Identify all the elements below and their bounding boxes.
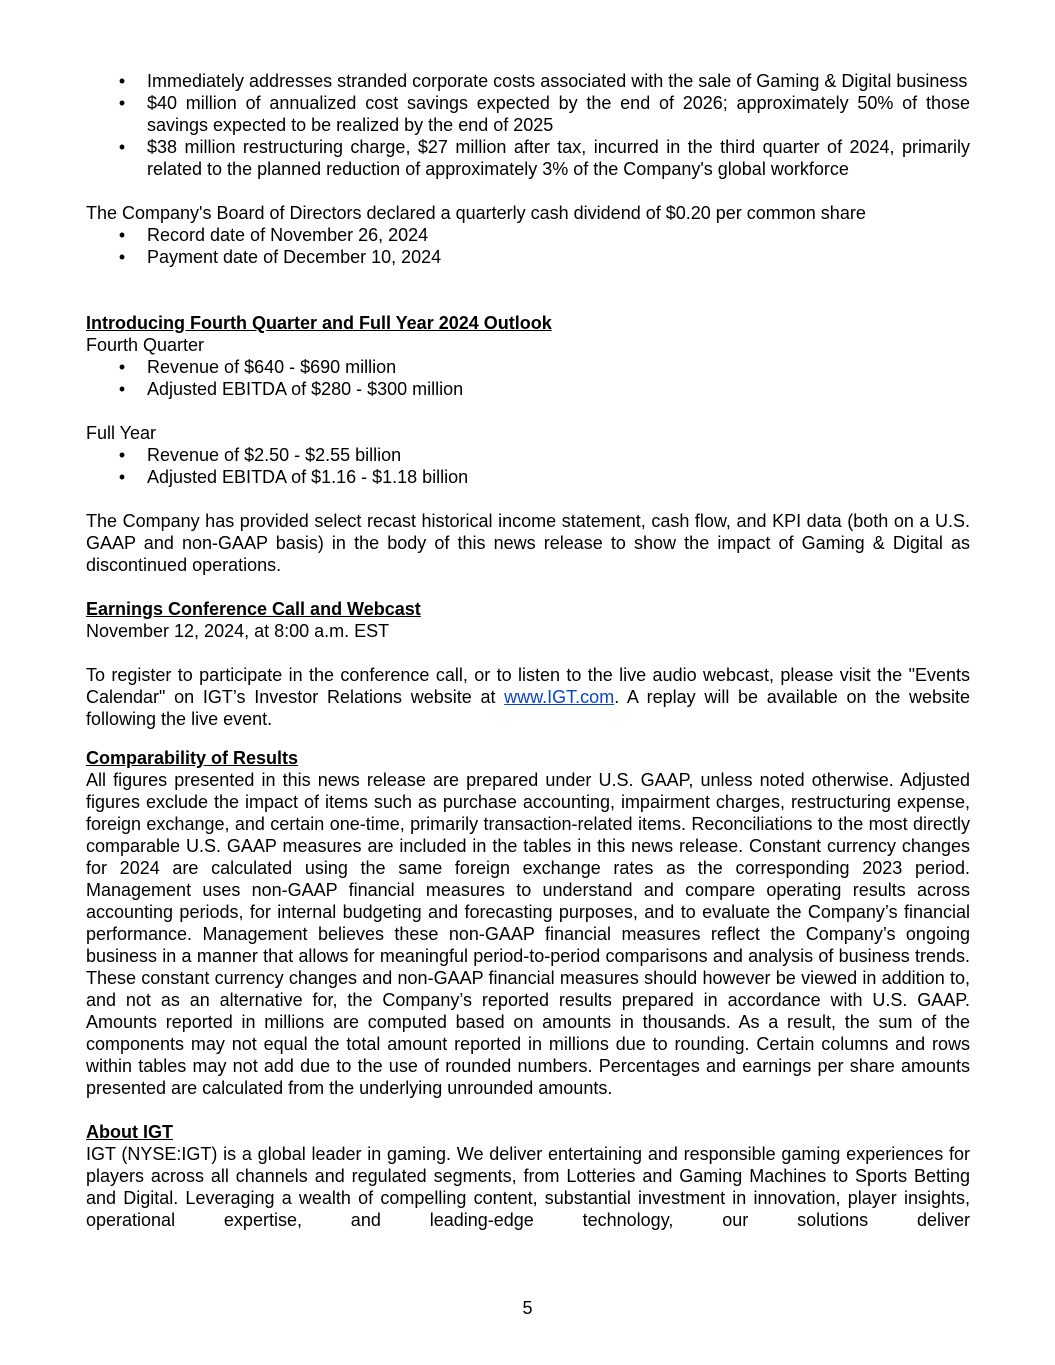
page-content [86,70,970,1231]
dividend-text: The Company's Board of Directors declared a quarterly cash dividend of $0.20 per common share [86,203,866,223]
full-year-label: Full Year [86,423,157,443]
list-item: • Adjusted EBITDA of $1.16 - $1.18 billion [86,466,970,488]
list-item: • Revenue of $640 - $690 million [86,356,970,378]
list-item: • Adjusted EBITDA of $280 - $300 million [86,378,970,400]
list-item: • Revenue of $2.50 - $2.55 billion [86,444,970,466]
outlook-heading: Introducing Fourth Quarter and Full Year 2024 Outlook [86,313,552,333]
list-item: • $38 million restructuring charge, $27 million after tax, incurred in the third quarter of 2024, primarily related to the planned reduction of approximately 3% of the Company's global workforce [86,136,970,180]
call-datetime: November 12, 2024, at 8:00 a.m. EST [86,621,390,641]
about-heading: About IGT [86,1122,173,1142]
igt-website-link[interactable]: www.IGT.com [504,687,615,707]
full-year-outlook-list [86,444,970,488]
bullet-icon: • [118,467,126,487]
bullet-icon: • [118,247,126,267]
recast-paragraph: The Company has provided select recast historical income statement, cash flow, and KPI data (both on a U.S. GAAP and non-GAAP basis) in the body of this news release to show the impact of Gaming & Digital as discontinued operations. [86,511,970,575]
about-paragraph: IGT (NYSE:IGT) is a global leader in gaming. We deliver entertaining and responsible gaming experiences for players across all channels and regulated segments, from Lotteries and Gaming Machines to Sports Betting and Digital. Leveraging a wealth of compelling content, substantial investment in innovation, player insights, operational expertise, and leading-edge technology, our solutions deliver [86,1144,970,1230]
bullet-icon: • [118,93,126,113]
bullet-icon: • [118,71,126,91]
bullet-icon: • [118,357,126,377]
bullet-icon: • [118,225,126,245]
bullet-icon: • [118,137,126,157]
q4-outlook-list [86,356,970,400]
dividend-list [86,224,970,268]
list-item: • Record date of November 26, 2024 [86,224,970,246]
register-paragraph: To register to participate in the conference call, or to listen to the live audio webcast, please visit the "Events Calendar" on IGT’s Investor Relations website at www.IGT.com. A replay will be available on the website following the live event. [86,665,971,729]
comparability-paragraph: All figures presented in this news release are prepared under U.S. GAAP, unless noted otherwise. Adjusted figures exclude the impact of items such as purchase accounting, impairment charges, restructuring expense, foreign exchange, and certain one-time, primarily transaction-related items. Reconciliations to the most directly comparable U.S. GAAP measures are included in the tables in this news release. Constant currency changes for 2024 are calculated using the same foreign exchange rates as the corresponding 2023 period. Management uses non-GAAP financial measures to understand and compare operating results across accounting periods, for internal budgeting and forecasting purposes, and to evaluate the Company’s financial performance. Management believes these non-GAAP financial measures reflect the Company’s ongoing business in a manner that allows for meaningful period-to-period comparisons and analysis of business trends. These constant currency changes and non-GAAP financial measures should however be viewed in addition to, and not as an alternative for, the Company’s reported results prepared in accordance with U.S. GAAP. Amounts reported in millions are computed based on amounts in thousands. As a result, the sum of the components may not equal the total amount reported in millions due to rounding. Certain columns and rows within tables may not add due to the use of rounded numbers. Percentages and earnings per share amounts presented are calculated from the underlying unrounded amounts. [86,770,970,1098]
page-number: 5 [522,1298,533,1318]
list-item: • Payment date of December 10, 2024 [86,246,970,268]
list-item: • $40 million of annualized cost savings expected by the end of 2026; approximately 50% of those savings expected to be realized by the end of 2025 [86,92,970,136]
q4-label: Fourth Quarter [86,335,205,355]
bullet-icon: • [118,445,126,465]
cost-savings-list [86,70,970,180]
bullet-icon: • [118,379,126,399]
list-item: • Immediately addresses stranded corporate costs associated with the sale of Gaming & Digital business [86,70,970,92]
comparability-heading: Comparability of Results [86,748,299,768]
call-heading: Earnings Conference Call and Webcast [86,599,421,619]
